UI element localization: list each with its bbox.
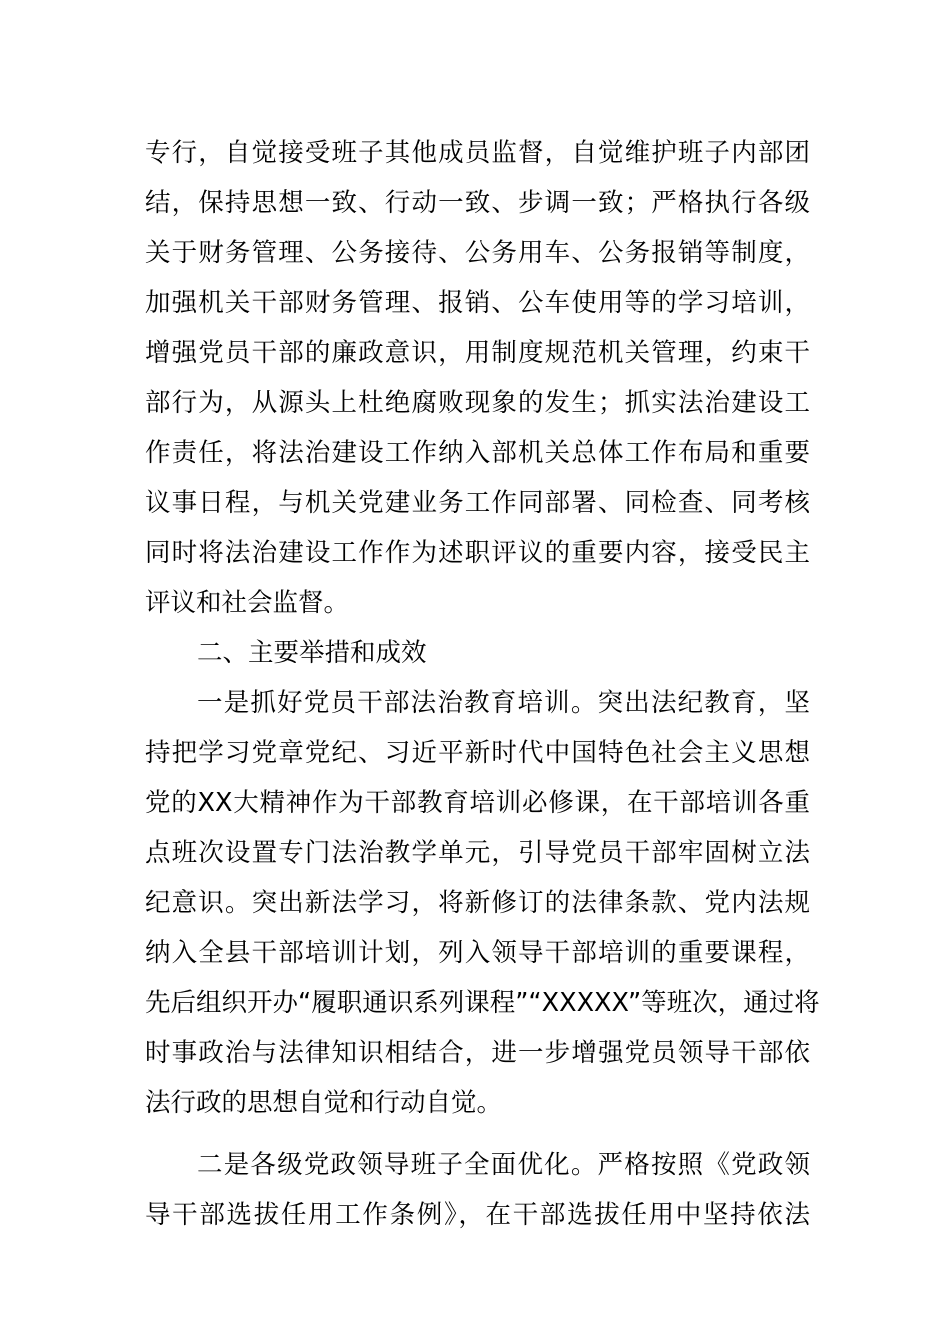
text-line: 先后组织开办“履职通识系列课程”“XXXXX”等班次，通过将 <box>145 988 820 1018</box>
text-line: 加强机关干部财务管理、报销、公车使用等的学习培训， <box>145 288 810 318</box>
text-line: 时事政治与法律知识相结合，进一步增强党员领导干部依 <box>145 1038 810 1068</box>
text-line: 点班次设置专门法治教学单元，引导党员干部牢固树立法 <box>145 838 810 868</box>
text-line: 议事日程，与机关党建业务工作同部署、同检查、同考核 <box>145 488 810 518</box>
text-line: 持把学习党章党纪、习近平新时代中国特色社会主义思想 <box>145 738 810 768</box>
document-body <box>145 128 820 1240</box>
text-line: 结，保持思想一致、行动一致、步调一致；严格执行各级 <box>145 188 810 218</box>
section-heading: 二、主要举措和成效 <box>197 638 427 668</box>
text-line: 纳入全县干部培训计划，列入领导干部培训的重要课程， <box>145 938 810 968</box>
text-line: 部行为，从源头上杜绝腐败现象的发生；抓实法治建设工 <box>145 388 810 418</box>
paragraph-first-line: 二是各级党政领导班子全面优化。严格按照《党政领 <box>197 1150 810 1180</box>
paragraph-first-line: 一是抓好党员干部法治教育培训。突出法纪教育，坚 <box>197 688 810 718</box>
text-line: 导干部选拔任用工作条例》，在干部选拔任用中坚持依法 <box>145 1200 810 1230</box>
text-line: 评议和社会监督。 <box>145 588 350 618</box>
text-line: 增强党员干部的廉政意识，用制度规范机关管理，约束干 <box>145 338 810 368</box>
text-line: 关于财务管理、公务接待、公务用车、公务报销等制度， <box>145 238 810 268</box>
text-line: 同时将法治建设工作作为述职评议的重要内容，接受民主 <box>145 538 810 568</box>
text-line: 作责任，将法治建设工作纳入部机关总体工作布局和重要 <box>145 438 810 468</box>
paragraph-gap <box>145 1128 810 1140</box>
text-line: 法行政的思想自觉和行动自觉。 <box>145 1088 503 1118</box>
text-line: 专行，自觉接受班子其他成员监督，自觉维护班子内部团 <box>145 138 810 168</box>
text-line: 党的XX大精神作为干部教育培训必修课，在干部培训各重 <box>145 788 810 818</box>
text-line: 纪意识。突出新法学习，将新修订的法律条款、党内法规 <box>145 888 810 918</box>
